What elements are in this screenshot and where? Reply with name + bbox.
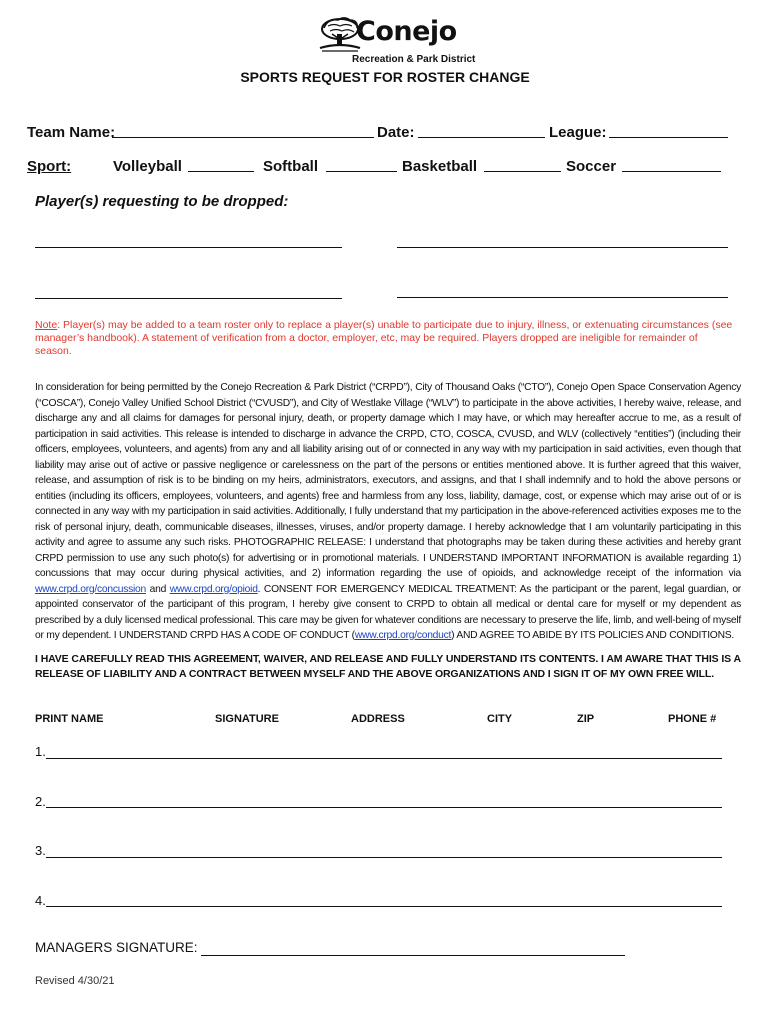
concussion-link[interactable]: www.crpd.org/concussion [35,583,146,595]
waiver-part-4: ) AND AGREE TO ABIDE BY ITS POLICIES AND CONDITIONS. [451,630,734,641]
acknowledgement-text: I HAVE CAREFULLY READ THIS AGREEMENT, WAIVER, AND RELEASE AND FULLY UNDERSTAND ITS CONTENTS. I AM AWARE THAT THIS IS A RELEASE OF LIABILITY AND A CONTRACT BETWEEN MYSELF AND THE ABOVE ORGANIZATIONS AND I SIGN IT OF MY OWN FREE WILL. [35,653,741,680]
player-drop-field[interactable] [35,298,342,299]
league-field[interactable] [609,137,728,138]
signature-row-line[interactable] [46,758,722,759]
column-phone: PHONE # [668,713,717,725]
note-text: : Player(s) may be added to a team roster only to replace a player(s) unable to participate due to injury, illness, or extenuating circumstances (see manager’s handbook). A statement of verification from a doctor, employer, etc, may be required. Players dropped are ineligible for remainder of season. [35,319,733,357]
signature-row-line[interactable] [46,807,722,808]
signature-row-number: 4. [35,893,46,908]
signature-row-number: 1. [35,744,46,759]
signature-row-number: 3. [35,843,46,858]
signature-row-line[interactable] [46,857,722,858]
sport-basketball-field[interactable] [484,171,561,172]
column-print-name: PRINT NAME [35,713,104,725]
roster-note [35,319,735,358]
signature-row-number: 2. [35,794,46,809]
signature-row-line[interactable] [46,906,722,907]
form-title: SPORTS REQUEST FOR ROSTER CHANGE [240,69,530,85]
waiver-part-1: In consideration for being permitted by the Conejo Recreation & Park District (“CRPD”), City of Thousand Oaks (“CTO”), Conejo Open Space Conservation Agency (“COSCA”), Conejo Valley Unified School District (“CVUSD”), and City of Westlake Village (“WLV”) to participate in the above activities, I hereby waive, release, and discharge any and all claims for damages for personal injury, death, or property damage which I may have, or which may hereafter accrue to me, as a result of participation in said activities. This release is intended to discharge in advance the CRPD, CTO, COSCA, CVUSD, and WLV (collectively “entities”) (including their officers, employees, volunteers, and agents) from any and all liability arising out of or connected in any way with my participation in said activities, even though that liability may arise out of active or passive negligence or carelessness on the part of the persons or entities mentioned above. It is further agreed that this waiver, release, and assumption of risk is to be binding on my heirs, administrators, executors, and assigns, and that I shall indemnify and to hold the above persons or entities (including its officers, employees, volunteers, and agents) free and harmless from any loss, liability, damage, cost, or expense which may arise out of or is connected in any way with my participation in said activities. Additionally, I fully understand that my participation in the above-referenced activities exposes me to the risk of personal injury, death, communicable diseases, illnesses, viruses, and/or property damage. I hereby acknowledge that I am voluntarily participating in this activity and agree to assume any such risks. PHOTOGRAPHIC RELEASE: I understand that photographs may be taken during these activities and hereby grant CRPD permission to use any such photo(s) for advertising or in promotional materials. I UNDERSTAND IMPORTANT INFORMATION is available regarding 1) concussions that may occur during physical activities, and 2) information regarding the use of opioids, and acknowledge receipt of the information via [35,382,741,579]
conejo-logo [318,14,476,72]
player-drop-field[interactable] [35,247,342,248]
player-drop-field[interactable] [397,297,728,298]
sport-basketball-label: Basketball [402,158,478,175]
managers-signature-label: MANAGERS SIGNATURE: [35,940,198,955]
opioid-link[interactable]: www.crpd.org/opioid [169,583,258,595]
team-name-label: Team Name: [27,124,116,141]
sport-volleyball-field[interactable] [188,171,254,172]
player-drop-field[interactable] [397,247,728,248]
logo-subtitle: Recreation & Park District [352,54,476,65]
sport-volleyball-label: Volleyball [113,158,182,175]
managers-signature-field[interactable] [201,955,625,956]
players-dropped-heading: Player(s) requesting to be dropped: [35,193,289,210]
column-signature: SIGNATURE [215,713,279,725]
column-zip: ZIP [577,713,595,725]
note-label: Note [35,319,58,331]
sport-softball-label: Softball [263,158,318,175]
column-city: CITY [487,713,513,725]
logo-wordmark: Conejo [356,16,457,47]
waiver-part-3: . CONSENT FOR EMERGENCY MEDICAL TREATMENT: As the participant or the parent, legal guardian, or appointed conservator of the participant of this program, I hereby give consent to CRPD to obtain all medical or dental care for myself or my dependent as prescribed by a duly licensed medical professional. This care may be given for whatever conditions are necessary to preserve the life, limb, and well-being of myself or my dependent. I UNDERSTAND CRPD HAS A CODE OF CONDUCT ( [35,583,741,641]
team-name-field[interactable] [112,137,374,138]
column-address: ADDRESS [351,713,405,725]
league-label: League: [549,124,607,141]
sport-soccer-label: Soccer [566,158,617,175]
date-field[interactable] [418,137,545,138]
waiver-text [35,380,741,644]
sport-soccer-field[interactable] [622,171,721,172]
sport-label: Sport: [27,158,72,175]
revised-date: Revised 4/30/21 [35,975,115,987]
conduct-link[interactable]: www.crpd.org/conduct [354,630,452,641]
waiver-part-2: and [146,583,170,595]
sport-softball-field[interactable] [326,171,397,172]
date-label: Date: [377,124,415,141]
